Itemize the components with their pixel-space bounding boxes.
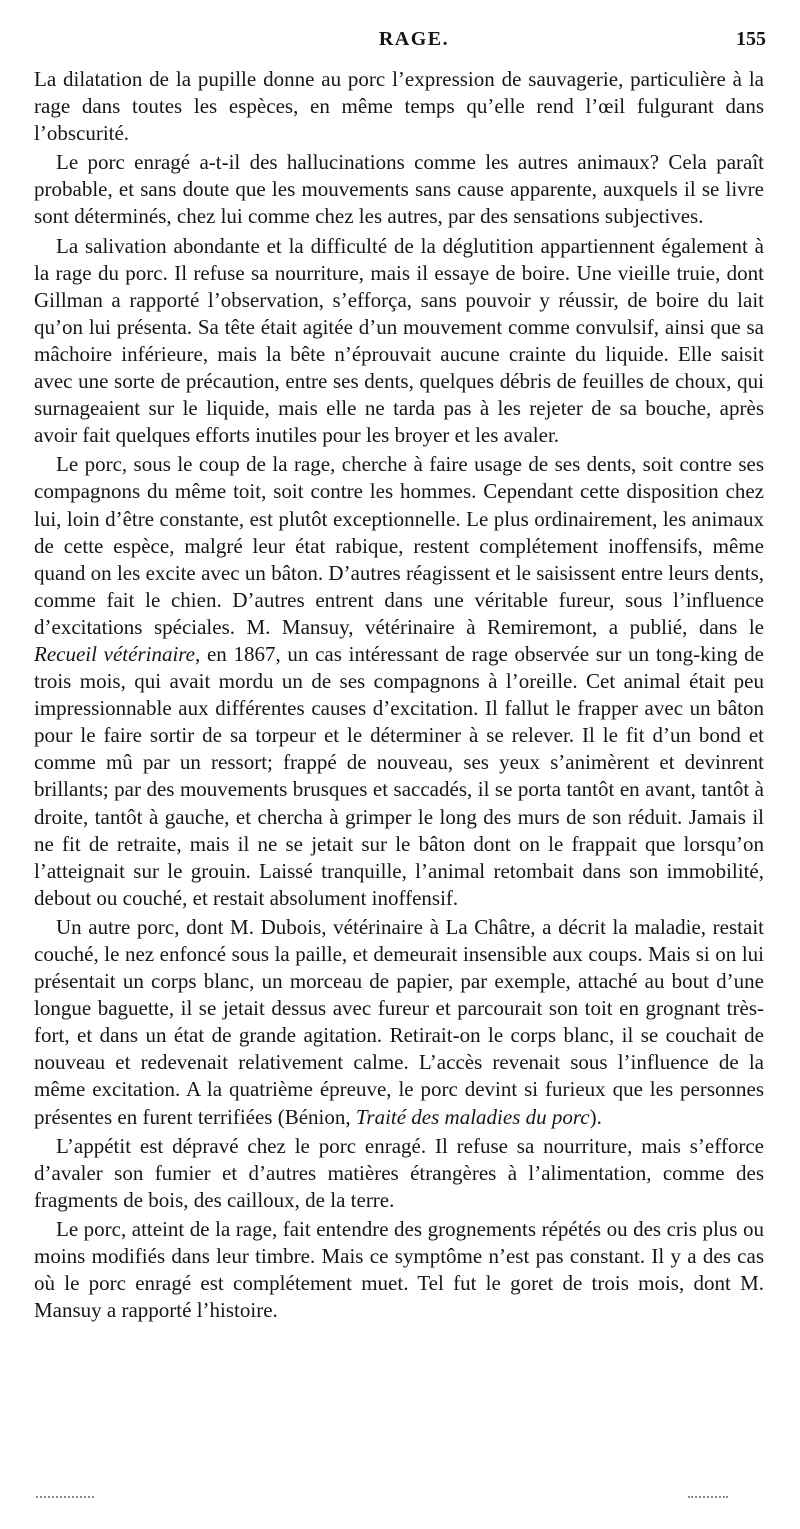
- paragraph-grunting: Le porc, atteint de la rage, fait entendre des grognements répétés ou des cris plus ou moins modifiés dans leur timbre. Mais ce symptôme n’est pas constant. Il y a des cas où le porc enragé est complétement muet. Tel fut le goret de trois mois, dont M. Mansuy a rapporté l’histoire.: [34, 1216, 764, 1323]
- footer-scan-marks: [0, 1496, 800, 1502]
- scan-mark-left: [36, 1496, 94, 1500]
- paragraph-appetite: L’appétit est dépravé chez le porc enragé. Il refuse sa nourriture, mais s’efforce d’avaler son fumier et d’autres matières étrangères à l’alimentation, comme des fragments de bois, des cailloux, de la terre.: [34, 1133, 764, 1212]
- book-title: Traité des maladies du porc: [355, 1104, 590, 1129]
- paragraph-pupil: La dilatation de la pupille donne au porc l’expression de sauvagerie, particulière à la rage dans toutes les espèces, en même temps qu’elle rend l’œil fulgurant dans l’obscurité.: [34, 67, 764, 146]
- journal-title: Recueil vétérinaire: [34, 641, 196, 666]
- aggression-text: Le porc, sous le coup de la rage, cherche à faire usage de ses dents, soit contre ses compagnons du même toit, soit contre les hommes. Cependant cette disposition chez lui, loin d’être constante, est plutôt exceptionnelle. Le plus ordinairement, les animaux de cette espèce, malgré leur état rabique, restent complétement inoffensifs, même quand on les excite avec un bâton. D’autres réagissent et le saisissent entre leurs dents, comme fait le chien. D’autres entrent dans une véritable fureur, sous l’influence d’excitations spéciales. M. Mansuy, vétérinaire à Remiremont, a publié, dans le: [34, 452, 764, 639]
- mansuy-case-text: , en 1867, un cas intéressant de rage observée sur un tong-king de trois mois, qui avait mordu un de ses compagnons à l’oreille. Cet animal était peu impressionnable aux différentes causes d’excitation. Il fallut le frapper avec un bâton pour le faire sortir de sa torpeur et le déterminer à se relever. Il le fit d’un bond et comme mû par un ressort; frappé de nouveau, ses yeux s’animèrent et devinrent brillants; par des mouvements brusques et saccadés, il se porta tantôt en avant, tantôt à droite, tantôt à gauche, et chercha à grimper le long des murs de son réduit. Jamais il ne fit de retraite, mais il ne se jetait sur le bâton dont on le frappait que lorsqu’on l’atteignait sur le grouin. Laissé tranquille, l’animal retombait dans son immobilité, debout ou couché, et restait absolument inoffensif.: [34, 641, 765, 910]
- paragraph-hallucinations: Le porc enragé a-t-il des hallucinations comme les autres animaux? Cela paraît probable, et sans doute que les mouvements sans cause apparente, auxquels il se livre sont déterminés, chez lui comme chez les autres, par des sensations subjectives.: [34, 150, 764, 229]
- body-text: [34, 66, 764, 1326]
- dubois-case-text: Un autre porc, dont M. Dubois, vétérinaire à La Châtre, a décrit la maladie, restait couché, le nez enfoncé sous la paille, et demeurait insensible aux coups. Mais si on lui présentait un corps blanc, un morceau de papier, par exemple, attaché au bout d’une longue baguette, il se jetait dessus avec fureur et parcourait son toit en grognant très-fort, et dans un état de grande agitation. Retirait-on le corps blanc, il se couchait de nouveau et redevenait relativement calme. L’accès revenait sous l’influence de la même excitation. A la quatrième épreuve, le porc devint si furieux que les personnes présentes en furent terrifiées (Bénion,: [34, 914, 764, 1129]
- running-title: RAGE.: [378, 28, 450, 50]
- paragraph-dubois-case: [34, 914, 764, 1131]
- book-close: ).: [589, 1104, 602, 1129]
- paragraph-salivation: La salivation abondante et la difficulté de la déglutition appartiennent également à la rage du porc. Il refuse sa nourriture, mais il essaye de boire. Une vieille truie, dont Gillman a rapporté l’observation, s’efforça, sans pouvoir y réussir, de boire du lait qu’on lui présenta. Sa tête était agitée d’un mouvement comme convulsif, ainsi que sa mâchoire inférieure, mais la bête n’éprouvait aucune crainte du liquide. Elle saisit avec une sorte de précaution, entre ses dents, quelques débris de feuilles de choux, qui surnageaient sur le liquide, mais elle ne tarda pas à les rejeter de sa bouche, après avoir fait quelques efforts inutiles pour les broyer et les avaler.: [34, 233, 764, 448]
- running-head: [60, 28, 768, 56]
- scan-mark-right: [688, 1496, 728, 1500]
- page-number: 155: [736, 28, 766, 50]
- paragraph-aggression: [34, 451, 764, 912]
